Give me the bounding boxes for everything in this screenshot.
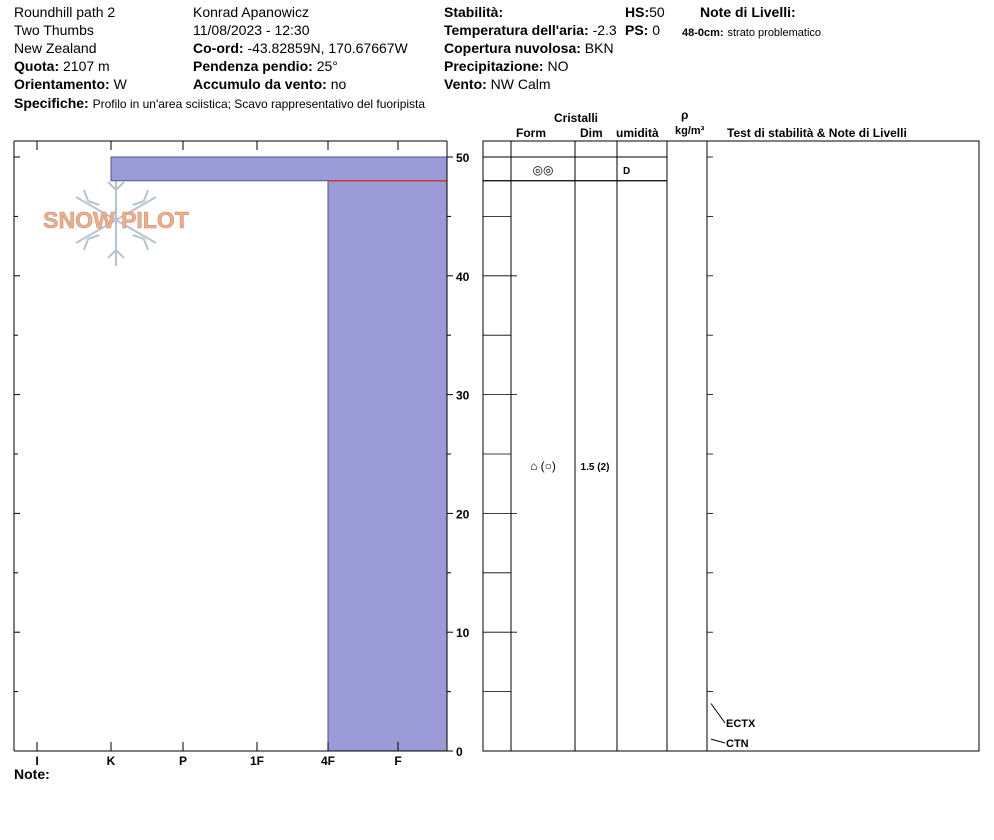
stability-label: Stabilità: — [444, 4, 504, 20]
layer-note-text: strato problematico — [727, 27, 822, 39]
stability-test-label: CTN — [726, 738, 749, 750]
ps-label: PS: — [625, 22, 649, 38]
hs-label: HS: — [625, 4, 650, 20]
rho-header: ρ — [681, 108, 689, 122]
wind-value: NW Calm — [490, 76, 551, 92]
height-tick-label: 20 — [456, 507, 470, 522]
slope-value: 25° — [316, 58, 338, 74]
crystals-header: Cristalli — [554, 111, 599, 125]
wind-label: Vento: — [444, 76, 487, 92]
area-name: Two Thumbs — [14, 22, 94, 38]
hardness-tick-label: 1F — [249, 754, 265, 768]
hardness-tick-label: 4F — [320, 754, 336, 768]
coord-label: Co-ord: — [193, 40, 244, 56]
layer-note-depth: 48-0cm: — [682, 27, 724, 39]
tests-header: Test di stabilità & Note di Livelli — [727, 126, 907, 140]
grain-size-value: 1.5 (2) — [580, 462, 610, 473]
hs-value: 50 — [649, 4, 665, 20]
precip-value: NO — [547, 58, 569, 74]
layer-table — [483, 141, 979, 751]
slope-label: Pendenza pendio: — [193, 58, 313, 74]
grain-form-symbol: ⌂ (○) — [530, 459, 556, 473]
height-tick-label: 30 — [456, 388, 470, 403]
watermark-text: SNOW PILOT — [43, 207, 189, 233]
height-tick-label: 10 — [456, 626, 470, 641]
watermark-logo — [43, 174, 189, 266]
elevation-label: Quota: — [14, 58, 60, 74]
ps-value: 0 — [652, 22, 661, 38]
observation-datetime: 11/08/2023 - 12:30 — [193, 22, 310, 38]
specifics-label: Specifiche: — [14, 95, 89, 111]
air-temp-label: Temperatura dell'aria: — [444, 22, 589, 38]
location-name: Roundhill path 2 — [14, 4, 116, 20]
test-pointer-line — [711, 739, 725, 743]
hardness-tick-label: I — [35, 754, 39, 768]
elevation-value: 2107 m — [63, 58, 110, 74]
aspect-label: Orientamento: — [14, 76, 110, 92]
form-header: Form — [516, 126, 546, 140]
density-unit-header: kg/m³ — [675, 125, 705, 137]
hardness-tick-label: P — [178, 754, 188, 768]
notes-label: Note: — [14, 766, 50, 782]
hardness-tick-label: F — [394, 754, 402, 768]
hardness-bar — [328, 181, 447, 751]
height-tick-label: 0 — [456, 745, 463, 759]
wetness-value: D — [623, 166, 631, 177]
wind-loading-label: Accumulo da vento: — [193, 76, 327, 92]
country-name: New Zealand — [14, 40, 97, 56]
specifics-value: Profilo in un'area sciistica; Scavo rappresentativo del fuoripista — [92, 97, 426, 111]
sky-value: BKN — [584, 40, 614, 56]
test-pointer-line — [711, 703, 725, 723]
size-header: Dim — [580, 126, 603, 140]
observer-name: Konrad Apanowicz — [193, 4, 309, 20]
hardness-profile — [111, 157, 447, 751]
layer-notes-label: Note di Livelli: — [700, 4, 796, 20]
hardness-bar — [111, 157, 447, 181]
precip-label: Precipitazione: — [444, 58, 544, 74]
air-temp-value: -2.3 — [592, 22, 617, 38]
grain-form-symbol: ◎◎ — [532, 163, 554, 177]
height-tick-label: 50 — [456, 151, 470, 165]
wetness-header: umidità — [616, 126, 659, 140]
hardness-tick-label: K — [106, 754, 116, 768]
aspect-value: W — [113, 76, 127, 92]
height-tick-label: 40 — [456, 269, 470, 284]
table-frame — [483, 141, 979, 751]
coord-value: -43.82859N, 170.67667W — [247, 40, 408, 56]
wind-loading-value: no — [330, 76, 347, 92]
stability-test-label: ECTX — [726, 718, 756, 730]
sky-label: Copertura nuvolosa: — [444, 40, 581, 56]
